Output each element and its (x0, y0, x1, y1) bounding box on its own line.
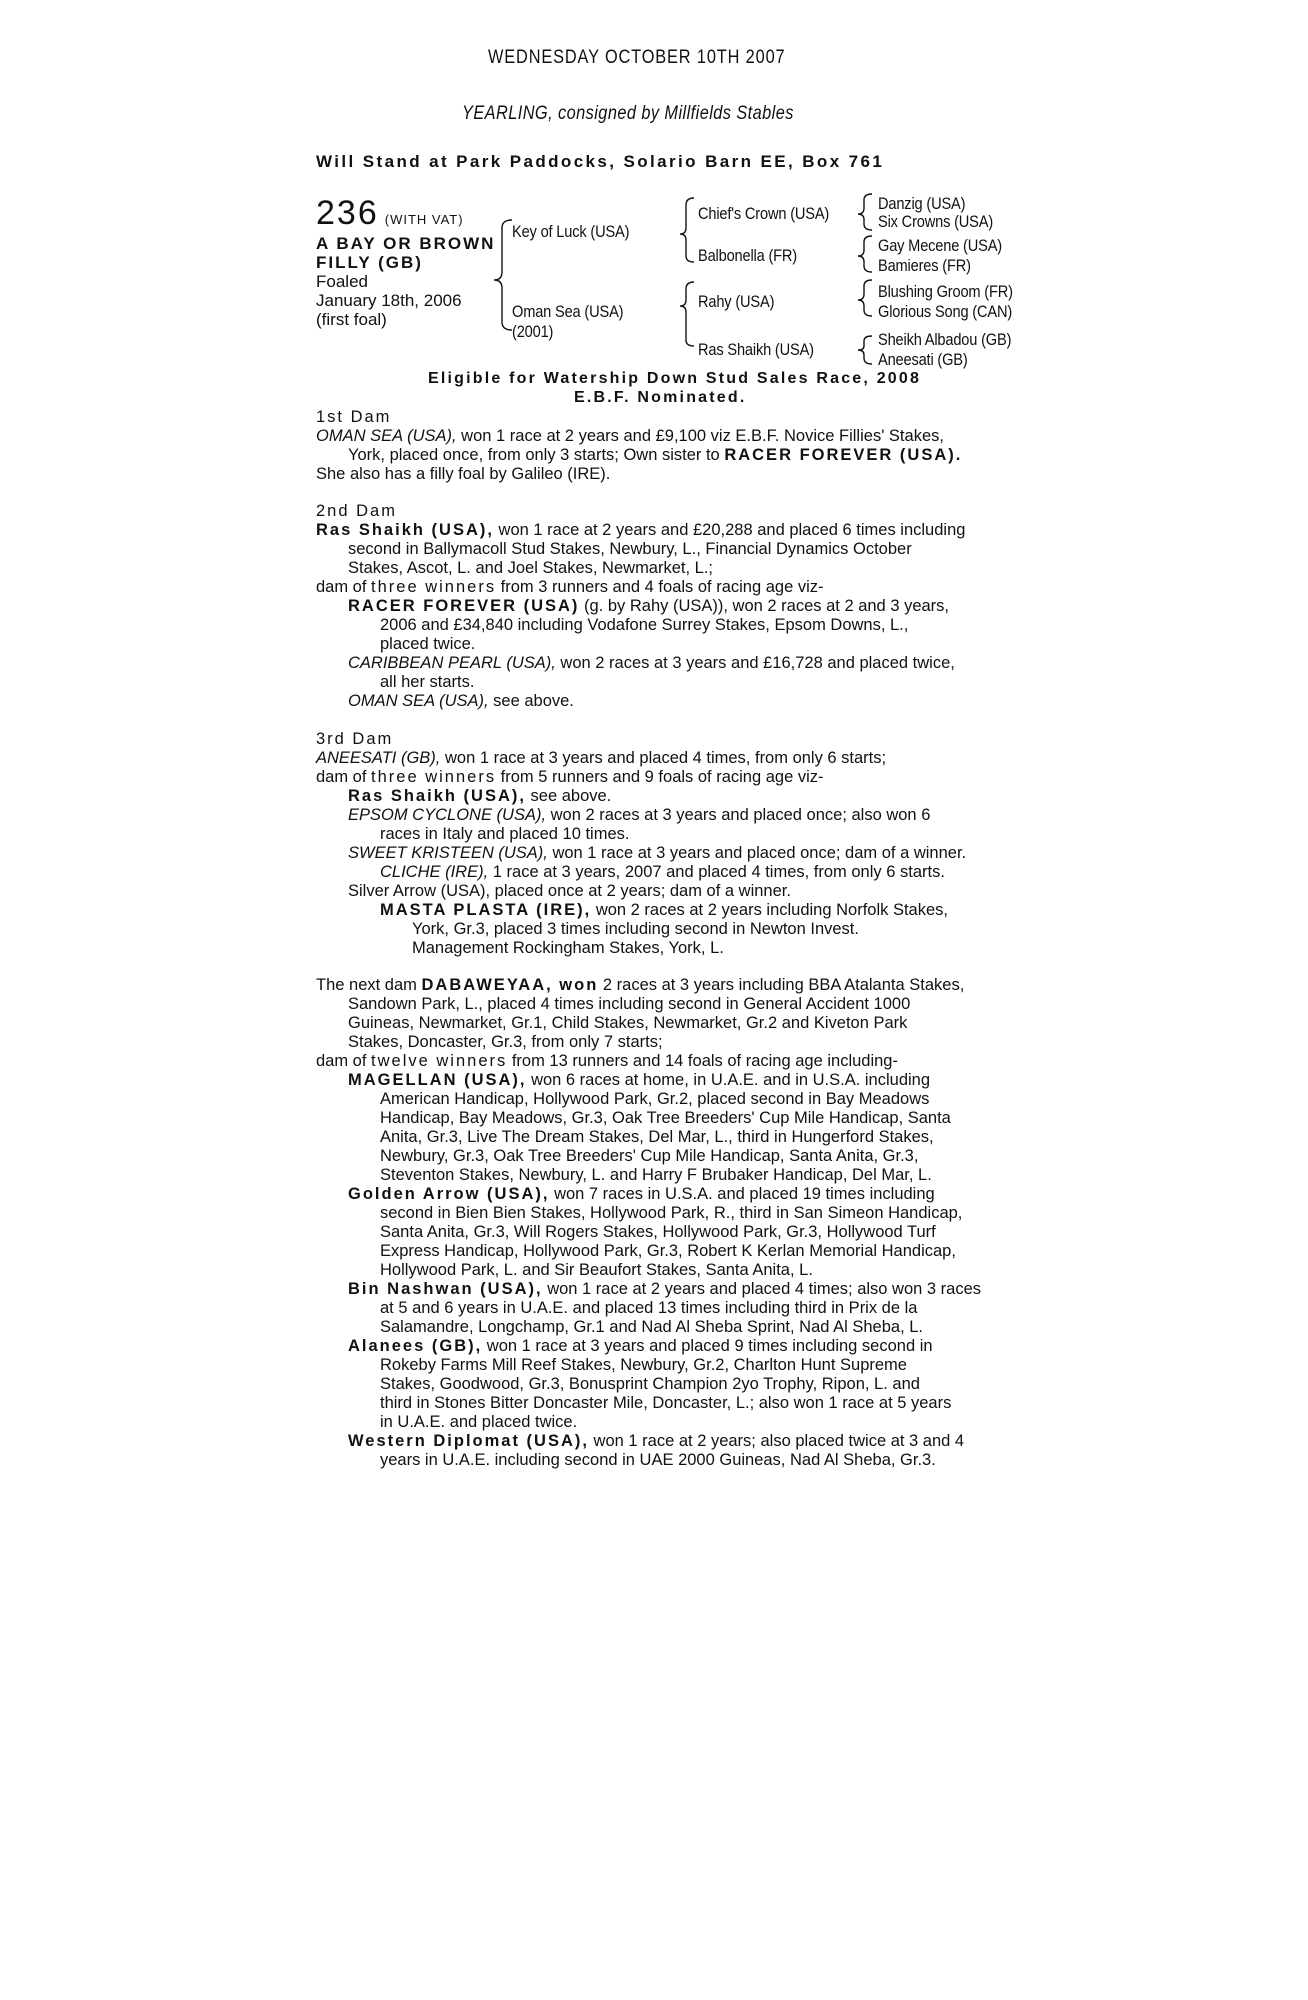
text-span: won 1 race at 3 years and placed once; dam of a winner. (547, 844, 967, 862)
text-span: won 1 race at 3 years and placed 4 times, from only 6 starts; (440, 749, 887, 767)
pedigree-dam-year: (2001) (512, 322, 554, 341)
pedigree-dam: Oman Sea (USA) (512, 302, 624, 321)
horse-name: ANEESATI (GB), (316, 749, 441, 767)
brace-sire-parents (680, 198, 694, 262)
consignor-line: YEARLING, consigned by Millfields Stables (462, 103, 794, 124)
text-line: 2006 and £34,840 including Vodafone Surrey Stakes, Epsom Downs, L., (380, 616, 909, 634)
text-line (316, 1337, 1006, 1356)
text-span: 1 race at 3 years, 2007 and placed 4 times, from only 6 starts. (488, 863, 945, 881)
winners-count: three winners (371, 578, 497, 596)
lot-number-block (316, 194, 464, 233)
eligibility-line: Eligible for Watership Down Stud Sales Race, 2008 (428, 370, 922, 387)
text-line: American Handicap, Hollywood Park, Gr.2, placed second in Bay Meadows (380, 1090, 930, 1108)
horse-name: SWEET KRISTEEN (USA), (348, 844, 548, 862)
text-line (316, 654, 1006, 673)
text-span: 2 races at 3 years including BBA Atalanta Stakes, (598, 976, 965, 994)
text-span: dam of (316, 1052, 372, 1070)
text-line: Rokeby Farms Mill Reef Stakes, Newbury, Gr.2, Charlton Hunt Supreme (380, 1356, 907, 1374)
horse-name: Western Diplomat (USA), (348, 1432, 589, 1450)
text-line: races in Italy and placed 10 times. (380, 825, 630, 843)
horse-name: DABAWEYAA, won (421, 976, 599, 994)
text-line (316, 976, 1006, 995)
pedigree-sire: Key of Luck (USA) (512, 222, 630, 241)
text-line: Anita, Gr.3, Live The Dream Stakes, Del Mar, L., third in Hungerford Stakes, (380, 1128, 934, 1146)
text-line: years in U.A.E. including second in UAE 2000 Guineas, Nad Al Sheba, Gr.3. (380, 1451, 936, 1469)
second-dam-section (316, 502, 1006, 711)
text-span: won 2 races at 2 years including Norfolk Stakes, (591, 901, 948, 919)
text-line: Stakes, Goodwood, Gr.3, Bonusprint Champion 2yo Trophy, Ripon, L. and (380, 1375, 920, 1393)
text-line: Santa Anita, Gr.3, Will Rogers Stakes, Hollywood Park, Gr.3, Hollywood Turf (380, 1223, 936, 1241)
text-span: won 6 races at home, in U.A.E. and in U.S.A. including (526, 1071, 931, 1089)
text-line (316, 427, 1006, 446)
text-line (316, 768, 1006, 787)
text-span: dam of (316, 578, 372, 596)
lot-description (316, 234, 495, 329)
pedigree-sire-sire: Chief's Crown (USA) (698, 204, 830, 223)
text-line (316, 1071, 1006, 1090)
horse-name: Alanees (GB), (348, 1337, 483, 1355)
text-line (316, 578, 1006, 597)
brace-g4 (858, 336, 872, 364)
text-span: from 3 runners and 4 foals of racing age viz- (496, 578, 824, 596)
text-line: Silver Arrow (USA), placed once at 2 years; dam of a winner. (348, 882, 791, 900)
text-line: second in Bien Bien Stakes, Hollywood Park, R., third in San Simeon Handicap, (380, 1204, 963, 1222)
brace-dam-parents (680, 282, 694, 346)
text-line (316, 1432, 1006, 1451)
text-line: Newbury, Gr.3, Oak Tree Breeders' Cup Mile Handicap, Santa Anita, Gr.3, (380, 1147, 919, 1165)
text-span: The next dam (316, 976, 422, 994)
text-line: third in Stones Bitter Doncaster Mile, Doncaster, L.; also won 1 race at 5 years (380, 1394, 952, 1412)
horse-name: CARIBBEAN PEARL (USA), (348, 654, 556, 672)
text-span: see above. (525, 787, 612, 805)
text-line: York, Gr.3, placed 3 times including second in Newton Invest. (412, 920, 859, 938)
text-line: in U.A.E. and placed twice. (380, 1413, 578, 1431)
lot-number: 236 (316, 194, 379, 232)
pedigree-g2: Six Crowns (USA) (878, 212, 994, 231)
pedigree-dam-dam: Ras Shaikh (USA) (698, 340, 814, 359)
text-line (316, 1185, 1006, 1204)
horse-name: Golden Arrow (USA), (348, 1185, 550, 1203)
text-line (316, 863, 1006, 882)
text-line: Sandown Park, L., placed 4 times including second in General Accident 1000 (348, 995, 911, 1013)
text-span: won 1 race at 2 years and placed 4 times; also won 3 races (542, 1280, 982, 1298)
text-span: from 5 runners and 9 foals of racing age viz- (496, 768, 824, 786)
text-span: won 2 races at 3 years and £16,728 and placed twice, (555, 654, 955, 672)
horse-name: Ras Shaikh (USA), (316, 521, 494, 539)
lot-description-line: FILLY (GB) (316, 253, 423, 272)
text-span: won 1 race at 2 years; also placed twice at 3 and 4 (588, 1432, 965, 1450)
text-line (316, 787, 1006, 806)
text-span: won 2 races at 3 years and placed once; also won 6 (546, 806, 931, 824)
pedigree-sire-dam: Balbonella (FR) (698, 246, 797, 265)
text-line (316, 446, 1006, 465)
vat-note: (WITH VAT) (384, 212, 464, 227)
text-line (316, 1052, 1006, 1071)
section-heading: 2nd Dam (316, 502, 397, 520)
text-line: Stakes, Ascot, L. and Joel Stakes, Newmarket, L.; (348, 559, 714, 577)
text-span: won 7 races in U.S.A. and placed 19 times including (549, 1185, 935, 1203)
horse-name: MAGELLAN (USA), (348, 1071, 527, 1089)
section-heading: 3rd Dam (316, 730, 394, 748)
pedigree-g1: Danzig (USA) (878, 194, 966, 213)
lot-description-line: A BAY OR BROWN (316, 234, 496, 253)
text-line (316, 749, 1006, 768)
text-line: Hollywood Park, L. and Sir Beaufort Stakes, Santa Anita, L. (380, 1261, 813, 1279)
brace-g3 (858, 280, 872, 316)
text-line (316, 521, 1006, 540)
horse-name: RACER FOREVER (USA). (724, 446, 963, 464)
text-line: Management Rockingham Stakes, York, L. (412, 939, 724, 957)
section-heading: 1st Dam (316, 408, 392, 426)
text-line: all her starts. (380, 673, 475, 691)
horse-name: EPSOM CYCLONE (USA), (348, 806, 547, 824)
third-dam-section (316, 730, 1006, 958)
pedigree-g7: Sheikh Albadou (GB) (878, 330, 1012, 349)
horse-name: Ras Shaikh (USA), (348, 787, 526, 805)
winners-count: three winners (371, 768, 497, 786)
text-span: from 13 runners and 14 foals of racing age including- (507, 1052, 898, 1070)
text-line (316, 844, 1006, 863)
horse-name: MASTA PLASTA (IRE), (380, 901, 592, 919)
text-line: Steventon Stakes, Newbury, L. and Harry F Brubaker Handicap, Del Mar, L. (380, 1166, 932, 1184)
horse-name: Bin Nashwan (USA), (348, 1280, 543, 1298)
text-line: Stakes, Doncaster, Gr.3, from only 7 starts; (348, 1033, 663, 1051)
text-span: won 1 race at 3 years and placed 9 times including second in (482, 1337, 933, 1355)
next-dam-section (316, 976, 1006, 1470)
pedigree-g4: Bamieres (FR) (878, 256, 971, 275)
text-line: Guineas, Newmarket, Gr.1, Child Stakes, Newmarket, Gr.2 and Kiveton Park (348, 1014, 908, 1032)
text-line: Salamandre, Longchamp, Gr.1 and Nad Al Sheba Sprint, Nad Al Sheba, L. (380, 1318, 924, 1336)
text-span: (g. by Rahy (USA)), won 2 races at 2 and 3 years, (579, 597, 950, 615)
text-span: York, placed once, from only 3 starts; Own sister to (348, 446, 725, 464)
text-line (316, 692, 1006, 711)
pedigree-g5: Blushing Groom (FR) (878, 282, 1013, 301)
pedigree-g8: Aneesati (GB) (878, 350, 968, 369)
text-span: dam of (316, 768, 372, 786)
sale-date: WEDNESDAY OCTOBER 10TH 2007 (488, 47, 786, 68)
horse-name: CLICHE (IRE), (380, 863, 489, 881)
text-span: see above. (488, 692, 574, 710)
text-line (316, 806, 1006, 825)
text-line: placed twice. (380, 635, 476, 653)
text-line: She also has a filly foal by Galileo (IRE). (316, 465, 611, 483)
brace-g1 (858, 194, 872, 230)
brace-sire-dam (494, 220, 512, 330)
pedigree-g3: Gay Mecene (USA) (878, 236, 1003, 255)
pedigree-g6: Glorious Song (CAN) (878, 302, 1013, 321)
first-dam-section (316, 408, 1006, 484)
horse-name: OMAN SEA (USA), (316, 427, 457, 445)
foaled-label: Foaled (316, 272, 368, 291)
text-line (316, 1280, 1006, 1299)
text-line: at 5 and 6 years in U.A.E. and placed 13 times including third in Prix de la (380, 1299, 918, 1317)
pedigree-dam-sire: Rahy (USA) (698, 292, 775, 311)
text-line: second in Ballymacoll Stud Stakes, Newbury, L., Financial Dynamics October (348, 540, 912, 558)
text-span: won 1 race at 2 years and £9,100 viz E.B.F. Novice Fillies' Stakes, (456, 427, 944, 445)
first-foal-note: (first foal) (316, 310, 387, 329)
text-line: Express Handicap, Hollywood Park, Gr.3, Robert K Kerlan Memorial Handicap, (380, 1242, 956, 1260)
stand-location: Will Stand at Park Paddocks, Solario Barn EE, Box 761 (316, 152, 885, 171)
brace-g2 (858, 236, 872, 272)
horse-name: OMAN SEA (USA), (348, 692, 489, 710)
foaled-date: January 18th, 2006 (316, 291, 462, 310)
text-line (316, 597, 1006, 616)
winners-count: twelve winners (371, 1052, 508, 1070)
horse-name: RACER FOREVER (USA) (348, 597, 580, 615)
text-line (316, 901, 1006, 920)
text-span: won 1 race at 2 years and £20,288 and placed 6 times including (493, 521, 966, 539)
text-line: Handicap, Bay Meadows, Gr.3, Oak Tree Breeders' Cup Mile Handicap, Santa (380, 1109, 951, 1127)
ebf-nominated: E.B.F. Nominated. (574, 389, 747, 406)
